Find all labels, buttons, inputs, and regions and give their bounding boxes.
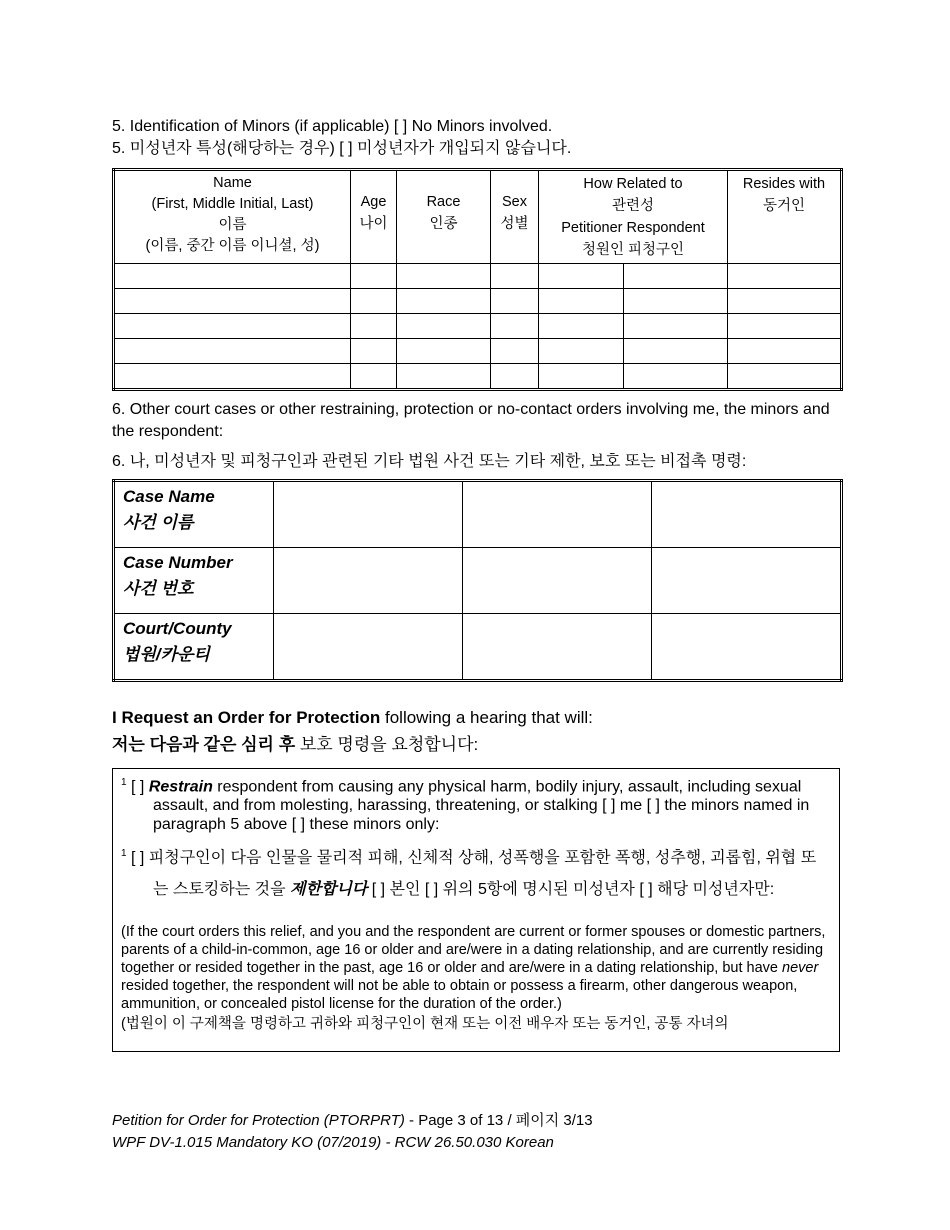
- header-petitioner-respondent-ko: 청원인 피청구인: [581, 242, 685, 258]
- request-bold-en: I Request an Order for Protection: [112, 708, 381, 727]
- header-name: [114, 170, 351, 264]
- header-name-ko-sub: (이름, 중간 이름 이니셜, 성): [145, 238, 320, 254]
- section6-heading-ko: 6. 나, 미성년자 및 피청구인과 관련된 기타 법원 사건 또는 기타 제한, 보호 또는 비접촉 명령:: [112, 453, 747, 470]
- court-county-cell[interactable]: [463, 614, 652, 681]
- minor-name-cell[interactable]: [114, 264, 351, 289]
- minor-respondent-cell[interactable]: [624, 264, 728, 289]
- header-resides-with: [728, 170, 842, 264]
- header-age-en: Age: [360, 194, 387, 210]
- minor-resides-cell[interactable]: [728, 314, 842, 339]
- header-sex-en: Sex: [502, 194, 527, 210]
- minor-race-cell[interactable]: [397, 289, 491, 314]
- minor-name-cell[interactable]: [114, 289, 351, 314]
- request-heading-ko: [112, 731, 840, 758]
- court-county-label: [114, 614, 274, 681]
- minor-name-cell[interactable]: [114, 339, 351, 364]
- footnote-marker: 1: [121, 777, 127, 788]
- restrain-checkbox-en[interactable]: [ ]: [131, 778, 145, 796]
- case-number-label-ko: 사건 번호: [123, 579, 194, 598]
- header-resides-ko: 동거인: [762, 198, 806, 214]
- minor-resides-cell[interactable]: [728, 264, 842, 289]
- minor-row: [114, 314, 842, 339]
- header-race-ko: 인종: [429, 216, 458, 232]
- minor-row: [114, 339, 842, 364]
- minor-sex-cell[interactable]: [491, 264, 539, 289]
- firearm-note-post: resided together, the respondent will not be able to obtain or possess a firearm, other dangerous weapon, ammunition, or concealed pistol license for the duration of the order.): [121, 977, 798, 1012]
- minor-race-cell[interactable]: [397, 264, 491, 289]
- header-name-en-sub: (First, Middle Initial, Last): [151, 196, 314, 212]
- header-age-ko: 나이: [359, 216, 388, 232]
- minor-sex-cell[interactable]: [491, 314, 539, 339]
- footer-page-number: - Page 3 of 13 / 페이지 3/13: [404, 1112, 593, 1129]
- minor-race-cell[interactable]: [397, 364, 491, 390]
- header-sex-ko: 성별: [500, 216, 529, 232]
- minor-row: [114, 289, 842, 314]
- minor-age-cell[interactable]: [351, 314, 397, 339]
- request-rest-ko: 보호 명령을 요청합니다:: [295, 735, 479, 754]
- firearm-note-pre: (If the court orders this relief, and you and the respondent are current or former spouses or domestic partners, parents of a child-in-common, age 16 or older and are/were in a dating relationship, and are currently residing together or resided together in the past, age 16 or older and are/were in a dating relationship, but have: [121, 923, 826, 976]
- court-county-row: [114, 614, 842, 681]
- minor-petitioner-cell[interactable]: [539, 364, 624, 390]
- footnote-marker-ko: 1: [121, 848, 127, 860]
- request-heading: [112, 704, 840, 758]
- minor-resides-cell[interactable]: [728, 364, 842, 390]
- minor-resides-cell[interactable]: [728, 289, 842, 314]
- minor-petitioner-cell[interactable]: [539, 289, 624, 314]
- footer-form-title: Petition for Order for Protection (PTORPRT): [112, 1112, 405, 1129]
- page-content: [112, 116, 840, 1052]
- request-rest-en: following a hearing that will:: [380, 708, 593, 727]
- header-age: [351, 170, 397, 264]
- minor-age-cell[interactable]: [351, 364, 397, 390]
- restrain-text-ko-post: [ ] 본인 [ ] 위의 5항에 명시된 미성년자 [ ] 해당 미성년자만:: [367, 880, 775, 898]
- request-heading-en: [112, 704, 840, 731]
- court-county-cell[interactable]: [274, 614, 463, 681]
- minor-age-cell[interactable]: [351, 339, 397, 364]
- case-name-cell[interactable]: [274, 481, 463, 548]
- restrain-box: [112, 768, 840, 1052]
- request-bold-ko: 저는 다음과 같은 심리 후: [112, 735, 296, 754]
- firearm-note-ko: (법원이 이 구제책을 명령하고 귀하와 피청구인이 현재 또는 이전 배우자 또는 동거인, 공통 자녀의: [121, 1015, 729, 1032]
- section5-heading-ko: 5. 미성년자 특성(해당하는 경우) [ ] 미성년자가 개입되지 않습니다.: [112, 140, 572, 157]
- case-number-label: [114, 548, 274, 614]
- minor-row: [114, 364, 842, 390]
- section6-heading-en: 6. Other court cases or other restraining, protection or no-contact orders involving me, the minors and the respondent:: [112, 401, 830, 440]
- court-county-label-ko: 법원/카운티: [123, 645, 210, 664]
- minor-age-cell[interactable]: [351, 289, 397, 314]
- minor-respondent-cell[interactable]: [624, 314, 728, 339]
- minor-petitioner-cell[interactable]: [539, 339, 624, 364]
- restrain-text-ko-pre: 피청구인이 다음 인물을 물리적 피해, 신체적 상해, 성폭행을 포함한 폭행, 성추행, 괴롭힘, 위협 또는 스토킹하는 것을: [144, 849, 817, 898]
- minor-age-cell[interactable]: [351, 264, 397, 289]
- case-name-cell[interactable]: [652, 481, 842, 548]
- minor-sex-cell[interactable]: [491, 339, 539, 364]
- firearm-note-en: [121, 923, 831, 1013]
- firearm-note-never: never: [782, 959, 819, 976]
- header-name-en: Name: [213, 175, 252, 191]
- minor-petitioner-cell[interactable]: [539, 264, 624, 289]
- restrain-bold-ko: 제한합니다: [289, 880, 368, 898]
- restrain-item-en: [121, 773, 831, 834]
- minor-race-cell[interactable]: [397, 339, 491, 364]
- minors-table: [112, 168, 843, 391]
- header-sex: [491, 170, 539, 264]
- minor-respondent-cell[interactable]: [624, 364, 728, 390]
- case-number-cell[interactable]: [274, 548, 463, 614]
- minor-resides-cell[interactable]: [728, 339, 842, 364]
- header-how-related: [539, 170, 728, 264]
- minor-petitioner-cell[interactable]: [539, 314, 624, 339]
- court-county-cell[interactable]: [652, 614, 842, 681]
- page-footer: [112, 1110, 593, 1154]
- minor-respondent-cell[interactable]: [624, 339, 728, 364]
- header-race: [397, 170, 491, 264]
- case-number-label-en: Case Number: [123, 553, 233, 572]
- cases-table: [112, 479, 843, 682]
- restrain-text-en: respondent from causing any physical harm, bodily injury, assault, including sexual assault, and from molesting, harassing, threatening, or stalking [ ] me [ ] the minors named in paragraph 5 above [ ] these minors only:: [153, 778, 810, 834]
- court-county-label-en: Court/County: [123, 619, 232, 638]
- minor-race-cell[interactable]: [397, 314, 491, 339]
- minors-header-row: [114, 170, 842, 264]
- minor-sex-cell[interactable]: [491, 364, 539, 390]
- case-number-row: [114, 548, 842, 614]
- case-number-cell[interactable]: [463, 548, 652, 614]
- case-name-label-en: Case Name: [123, 487, 215, 506]
- header-name-ko: 이름: [218, 217, 247, 233]
- case-name-row: [114, 481, 842, 548]
- header-race-en: Race: [426, 194, 461, 210]
- header-resides-en: Resides with: [742, 176, 826, 192]
- minor-respondent-cell[interactable]: [624, 289, 728, 314]
- restrain-item-ko: [121, 838, 831, 904]
- minor-row: [114, 264, 842, 289]
- header-how-related-en: How Related to: [583, 176, 683, 192]
- case-name-label: [114, 481, 274, 548]
- header-how-related-ko: 관련성: [611, 198, 655, 214]
- section5-heading-en: 5. Identification of Minors (if applicable) [ ] No Minors involved.: [112, 118, 553, 135]
- case-name-cell[interactable]: [463, 481, 652, 548]
- case-name-label-ko: 사건 이름: [123, 513, 194, 532]
- restrain-checkbox-ko[interactable]: [ ]: [131, 849, 145, 867]
- restrain-bold-en: Restrain: [148, 778, 213, 796]
- case-number-cell[interactable]: [652, 548, 842, 614]
- header-petitioner-respondent-en: Petitioner Respondent: [561, 220, 705, 236]
- minor-name-cell[interactable]: [114, 314, 351, 339]
- minor-name-cell[interactable]: [114, 364, 351, 390]
- footer-line2: WPF DV-1.015 Mandatory KO (07/2019) - RCW 26.50.030 Korean: [112, 1134, 554, 1151]
- footer-line1: [112, 1110, 593, 1132]
- minor-sex-cell[interactable]: [491, 289, 539, 314]
